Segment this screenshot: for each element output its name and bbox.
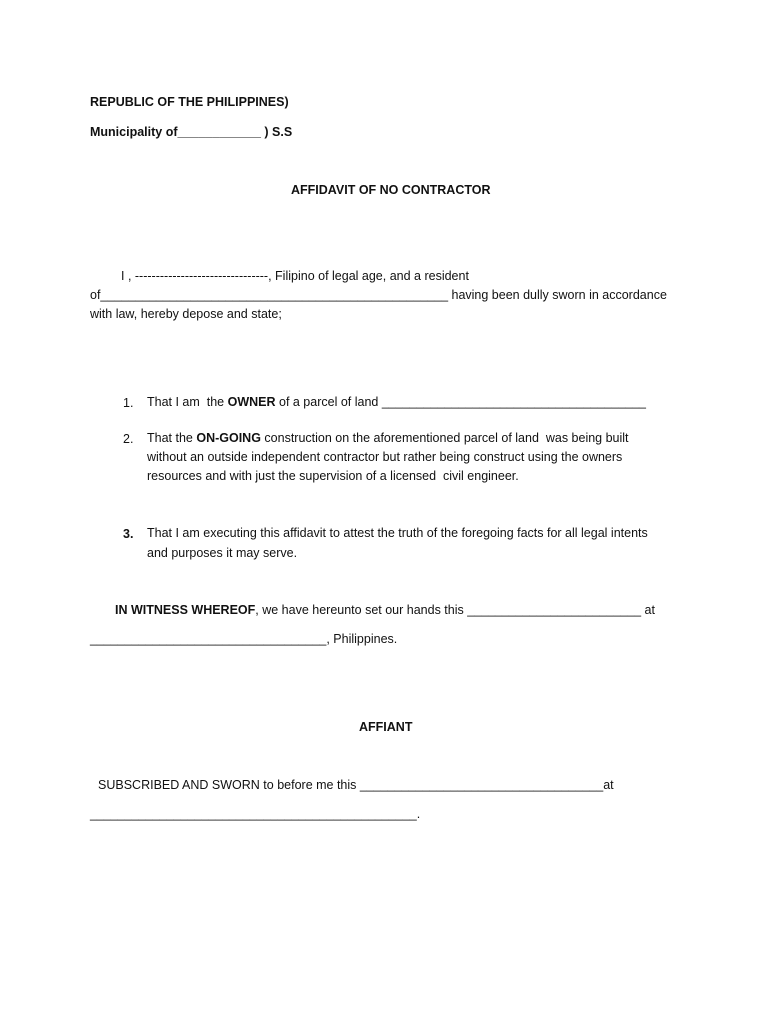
subscribed-line-2: _______________________________________________. [90,807,421,821]
intro-line-3: with law, hereby depose and state; [90,307,282,321]
witness-line-2: __________________________________, Philippines. [90,632,398,646]
item-1-number: 1. [123,396,134,410]
owner-emphasis: OWNER [227,395,276,409]
item-3-line-2: and purposes it may serve. [147,546,298,560]
item-2-line-1: That the ON-GOING construction on the aforementioned parcel of land was being built [147,431,629,445]
document-title: AFFIDAVIT OF NO CONTRACTOR [291,183,491,197]
republic-heading: REPUBLIC OF THE PHILIPPINES) [90,95,289,109]
intro-line-1: I , --------------------------------, Filipino of legal age, and a resident [121,269,469,283]
witness-line-1: IN WITNESS WHEREOF, we have hereunto set our hands this _________________________ at [115,603,655,617]
witness-emphasis: IN WITNESS WHEREOF [115,603,256,617]
intro-line-2: of__________________________________________________ having been dully sworn in accordance [90,288,667,302]
item-2-line-2: without an outside independent contractor but rather being construct using the owners [147,450,623,464]
item-2-line-3: resources and with just the supervision of a licensed civil engineer. [147,469,519,483]
item-3-line-1: That I am executing this affidavit to attest the truth of the foregoing facts for all legal intents [147,526,648,540]
affiant-label: AFFIANT [359,720,413,734]
municipality-heading: Municipality of____________ ) S.S [90,125,293,139]
item-1-text: That I am the OWNER of a parcel of land ______________________________________ [147,395,647,409]
ongoing-emphasis: ON-GOING [196,431,261,445]
item-3-number: 3. [123,527,134,541]
item-2-number: 2. [123,432,134,446]
subscribed-line-1: SUBSCRIBED AND SWORN to before me this ___________________________________at [98,778,614,792]
